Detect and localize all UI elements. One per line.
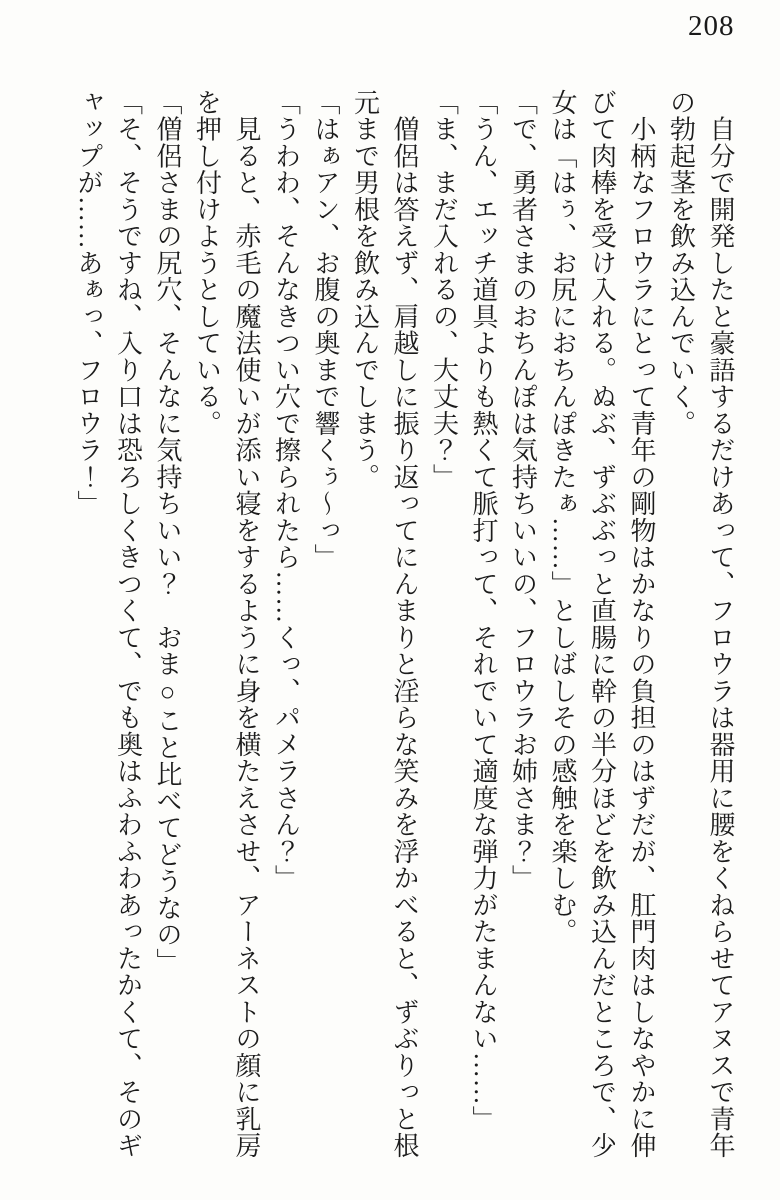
paragraph: 「うん、エッチ道具よりも熱くて脈打って、それでいて適度な弾力がたまんない……」: [469, 89, 498, 1133]
paragraph: 「そ、そうですね、入り口は恐ろしくきつくて、でも奥はふわふわあったかくて、そのギャップが……あぁっ、フロウラ！」: [74, 89, 143, 1159]
paragraph: 見ると、赤毛の魔法使いが添い寝をするように身を横たえさせ、アーネストの顔に乳房を押し付けようとしている。: [192, 89, 261, 1159]
paragraph: 「はぁアン、お腹の奥まで響くぅ～っ」: [311, 89, 340, 571]
paragraph: 「ま、まだ入れるの、大丈夫？」: [429, 89, 459, 491]
paragraph: 「うわわ、そんなきつい穴で擦られたら……くっ、パメラさん？」: [271, 89, 301, 892]
text-block: [69, 89, 741, 1163]
paragraph: 小柄なフロウラにとって青年の剛物はかなりの負担のはずだが、肛門肉はしなやかに伸びて肉棒を受け入れる。ぬぶ、ずぶぶっと直腸に幹の半分ほどを飲み込んだところで、少女は「はぅ、お尻におちんぽきたぁ……」としばしその感触を楽しむ。: [548, 89, 656, 1159]
paragraph: 「で、勇者さまのおちんぽは気持ちいいの、フロウラお姉さま？」: [508, 89, 538, 892]
page-number: 208: [688, 10, 735, 42]
paragraph: 自分で開発したと豪語するだけあって、フロウラは器用に腰をくねらせてアヌスで青年の勃起茎を飲み込んでいく。: [666, 89, 735, 1159]
paragraph: 僧侶は答えず、肩越しに振り返ってにんまりと淫らな笑みを浮かべると、ずぶりっと根元まで男根を飲み込んでしまう。: [350, 89, 419, 1159]
paragraph: 「僧侶さまの尻穴、そんなに気持ちいい？ おま○こと比べてどうなの」: [153, 89, 182, 975]
